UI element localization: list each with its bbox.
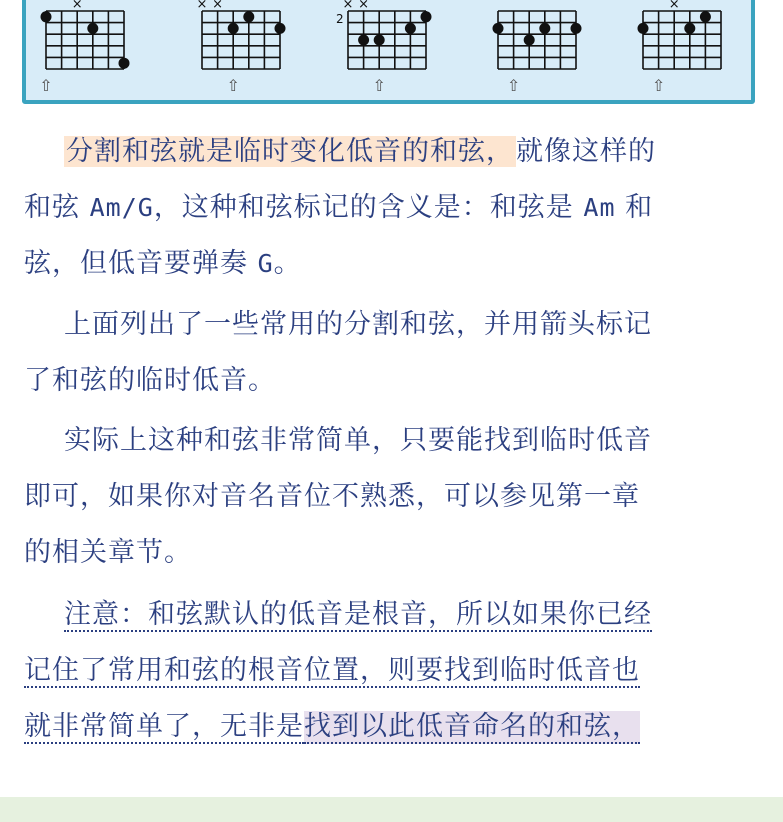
p1-text: 。 [273, 248, 302, 279]
p2-line: 了和弦的临时低音。 [24, 365, 276, 396]
muted-marker: × [212, 0, 224, 12]
chord-name: Am [583, 193, 616, 222]
note-name: G [257, 249, 274, 278]
chord-grid [493, 11, 582, 95]
finger-dot [524, 35, 535, 46]
muted-marker: × [668, 0, 680, 12]
bass-arrow-icon: ⇧ [226, 76, 240, 95]
fret-number: 2 [336, 12, 344, 26]
chord-name: Am/G [89, 193, 154, 222]
p1-text: ，这种和弦标记的含义是：和弦是 [153, 192, 584, 223]
highlighted-note: 找到以此低音命名的和弦， [304, 711, 640, 742]
chord-grid [39, 0, 129, 95]
finger-dot [638, 23, 649, 34]
p1-text: 就像这样的 [516, 136, 656, 167]
p3-line: 即可，如果你对音名音位不熟悉，可以参见第一章 [24, 481, 640, 512]
p1-text: 和 [615, 192, 654, 223]
bass-arrow-icon: ⇧ [39, 76, 53, 95]
p3-line: 实际上这种和弦非常简单，只要能找到临时低音 [64, 425, 652, 456]
note-paragraph [24, 587, 762, 755]
finger-dot [275, 23, 286, 34]
note-line: 记住了常用和弦的根音位置，则要找到临时低音也 [24, 655, 640, 686]
bass-arrow-icon: ⇧ [506, 76, 521, 95]
bottom-band [0, 797, 783, 822]
p1-text: 和弦 [24, 192, 90, 223]
p3-line: 的相关章节。 [24, 537, 192, 568]
finger-dot [405, 23, 416, 34]
note-line: 就非常简单了，无非是 [24, 711, 304, 742]
muted-marker: × [358, 0, 370, 12]
muted-marker: × [342, 0, 354, 12]
finger-dot [493, 23, 504, 34]
chord-grid [336, 0, 432, 95]
muted-marker: × [196, 0, 208, 12]
chord-grid [197, 0, 286, 95]
p1-text: 弦，但低音要弹奏 [24, 248, 258, 279]
paragraph-2 [24, 297, 762, 409]
finger-dot [700, 11, 711, 22]
note-line: 注意：和弦默认的低音是根音，所以如果你已经 [64, 599, 652, 630]
muted-marker: × [71, 0, 83, 12]
paragraph-1 [24, 124, 762, 292]
finger-dot [87, 23, 98, 34]
finger-dot [41, 11, 52, 22]
finger-dot [243, 11, 254, 22]
chord-diagram-panel [22, 0, 755, 104]
chord-diagrams [26, 0, 759, 108]
finger-dot [119, 58, 130, 69]
finger-dot [358, 35, 369, 46]
finger-dot [228, 23, 239, 34]
finger-dot [374, 35, 385, 46]
finger-dot [421, 11, 432, 22]
bass-arrow-icon: ⇧ [372, 76, 386, 95]
chord-grid [638, 0, 722, 95]
finger-dot [684, 23, 695, 34]
paragraph-3 [24, 413, 762, 581]
p2-line: 上面列出了一些常用的分割和弦，并用箭头标记 [64, 309, 652, 340]
finger-dot [539, 23, 550, 34]
finger-dot [571, 23, 582, 34]
bass-arrow-icon: ⇧ [651, 76, 666, 95]
highlighted-definition: 分割和弦就是临时变化低音的和弦， [66, 136, 514, 167]
